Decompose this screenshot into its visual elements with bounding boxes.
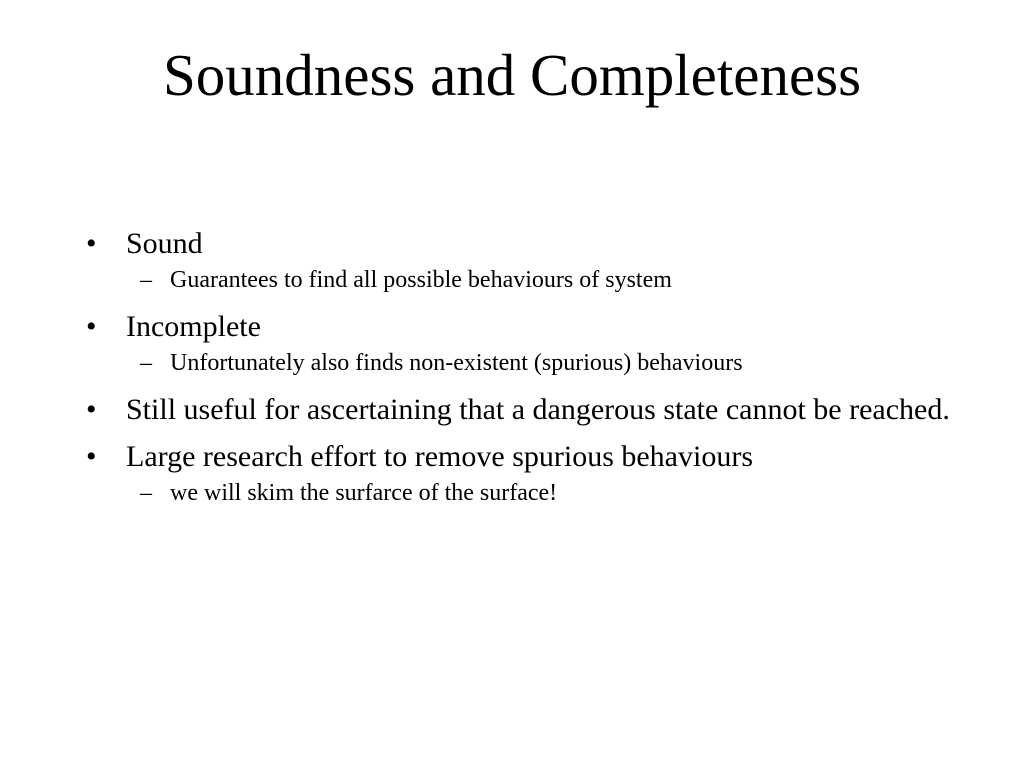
dash-icon: –	[140, 267, 152, 293]
bullet-item-still-useful	[80, 392, 960, 428]
bullet-row	[80, 439, 960, 475]
bullet-row	[80, 392, 960, 428]
bullet-icon: •	[86, 393, 97, 426]
bullet-text: Incomplete	[126, 310, 261, 343]
bullet-icon: •	[86, 227, 97, 260]
bullet-item-sound	[80, 226, 960, 296]
slide-title: Soundness and Completeness	[162, 42, 862, 108]
sub-bullet-text: Guarantees to find all possible behaviours of system	[170, 267, 672, 293]
bullet-item-incomplete	[80, 309, 960, 379]
bullet-text: Still useful for ascertaining that a dangerous state cannot be reached.	[126, 393, 950, 426]
bullet-row	[80, 309, 960, 345]
dash-icon: –	[140, 350, 152, 376]
bullet-text: Sound	[126, 227, 203, 260]
sub-bullet-row	[80, 347, 960, 379]
sub-bullet-row	[80, 264, 960, 296]
dash-icon: –	[140, 480, 152, 506]
bullet-icon: •	[86, 310, 97, 343]
bullet-row	[80, 226, 960, 262]
bullet-item-research-effort	[80, 439, 960, 509]
sub-bullet-text: we will skim the surfarce of the surface!	[170, 480, 558, 506]
bullet-text: Large research effort to remove spurious behaviours	[126, 440, 753, 473]
bullet-list	[80, 226, 960, 509]
bullet-icon: •	[86, 440, 97, 473]
sub-bullet-row	[80, 477, 960, 509]
sub-bullet-text: Unfortunately also finds non-existent (spurious) behaviours	[170, 350, 743, 376]
